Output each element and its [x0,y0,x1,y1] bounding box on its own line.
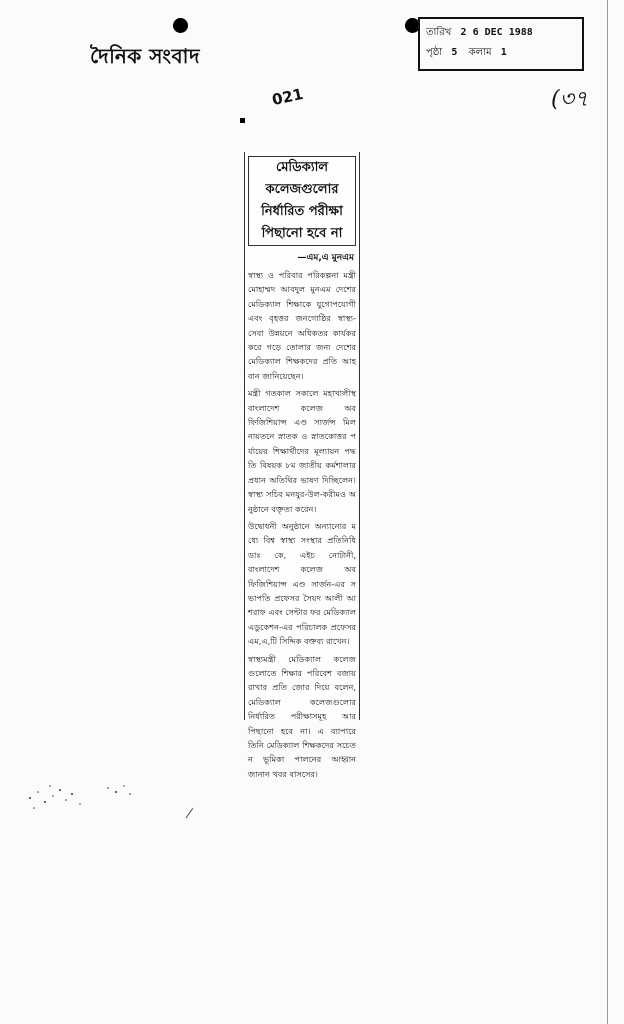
punch-hole-left [173,18,188,33]
newspaper-clipping [244,152,360,779]
article-paragraph-1: স্বাস্থ্য ও পরিবার পরিকল্পনা মন্ত্রী মোহাম্মদ আবদুল মুনএম দেশের মেডিক্যাল শিক্ষাকে যুগোপযোগী এবং বৃহত্তর জনগোষ্ঠির স্বাস্থ্য-সেবা উন্নয়নে অধিকতর কার্যকর করে গড়ে তোলার জন্য দেশের মেডিক্যাল শিক্ষকদের প্রতি আহবান জানিয়েছেন। [248,270,356,381]
newspaper-masthead: দৈনিক সংবাদ [90,44,200,68]
scan-noise [20,778,140,818]
date-label: তারিখ [426,27,452,38]
article-paragraph-4: স্বাস্থ্যমন্ত্রী মেডিক্যাল কলেজগুলোতে শিক্ষার পরিবেশ বজায় রাখার প্রতি জোর দিয়ে বলেন, মেডিক্যাল কলেজগুলোর নির্ধারিত পরীক্ষাসমূহ আর পিছানো হবে না। এ ব্যাপারে তিনি মেডিক্যাল শিক্ষকদের সচেতন ভূমিকা পালনের আহ্বান জানান খবর বাসসের। [248,653,356,779]
ink-dot [240,118,245,123]
date-slip [418,17,584,71]
article-byline: —এম,এ মুনএম [297,253,354,263]
article-paragraph-2: মন্ত্রী গতকাল সকালে মহাখালীস্থ বাংলাদেশ কলেজ অব ফিজিশিয়ান্স এণ্ড সার্জন্স মিলনায়তনে স্নাতক ও স্নাতকোত্তর পর্যায়ের শিক্ষার্থীদের মূল্যায়ন পদ্ধতি বিষয়ক ৮ম জাতীয় কর্মশালার প্রধান অতিথির ভাষণ দিচ্ছিলেন। স্বাস্থ্য সচিব মনযুর-উল-করীমও অনুষ্ঠানে বক্তৃতা করেন। [248,388,356,514]
date-value: 2 6 DEC 1988 [460,27,533,38]
stamp-number: 021 [270,84,305,110]
page-label: পৃষ্ঠা [426,47,443,58]
page-column-row [426,43,576,63]
column-label: কলাম [468,47,492,58]
article-paragraph-3: উদ্বোধনী অনুষ্ঠানে অন্যান্যের মধ্যে বিশ্ব স্বাস্থ্য সংস্থার প্রতিনিধি ডাঃ কে, এইচ নোটানী, বাংলাদেশ কলেজ অব ফিজিশিয়ান্স এণ্ড সার্জন-এর সভাপতি প্রফেসর সৈয়দ আলী আশরাফ এবং সেন্টার ফর মেডিক্যাল এডুকেশন-এর পরিচালক প্রফেসর এম,এ,টি সিদ্দিক বক্তব্য রাখেন। [248,520,356,647]
margin-rule [607,0,608,1024]
pencil-mark [186,808,202,824]
date-row [426,23,576,43]
column-value: 1 [500,47,507,58]
page-value: 5 [451,47,458,58]
handwritten-number: (৩৭ [551,87,589,112]
article-headline: মেডিক্যাল কলেজগুলোর নির্ধারিত পরীক্ষা পিছানো হবে না [248,156,356,246]
